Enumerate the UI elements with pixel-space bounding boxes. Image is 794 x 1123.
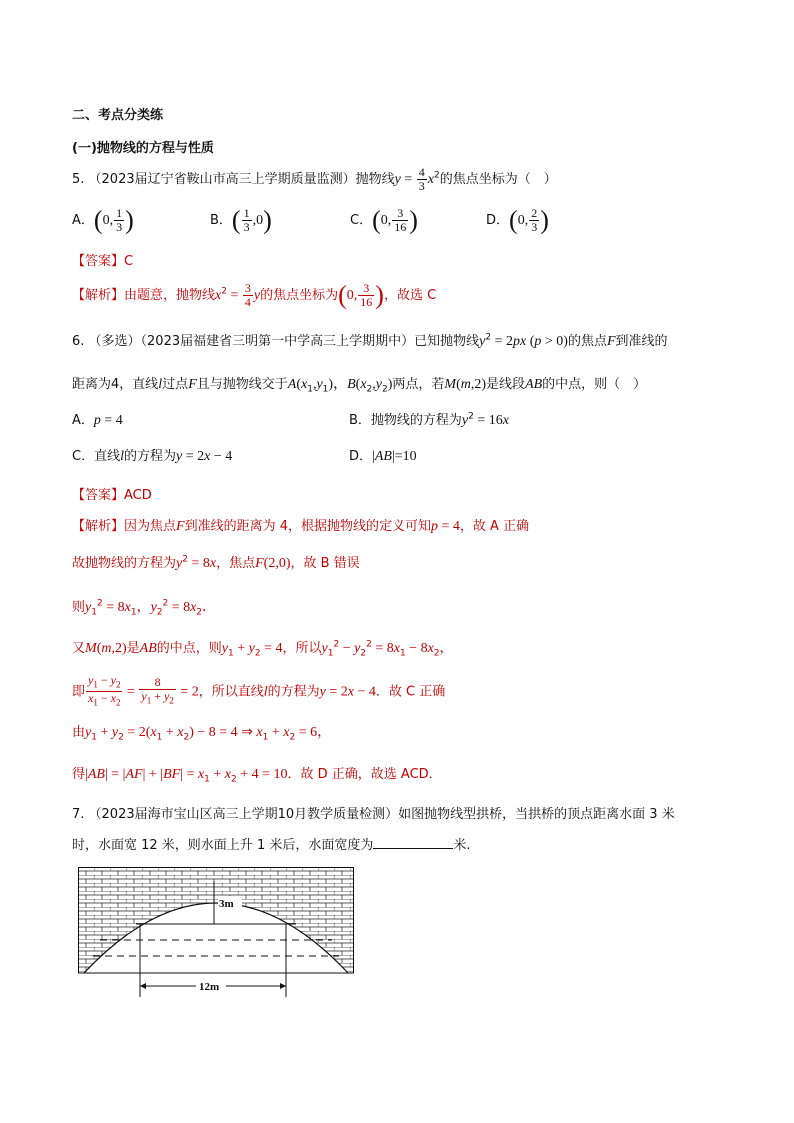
section-title: 二、考点分类练	[72, 108, 164, 123]
q6-option-a[interactable]: A．p = 4	[72, 413, 123, 428]
q6-analysis-step3: 则$y_1^2 = 8x_1$，$y_2^2 = 8x_2$．	[72, 598, 217, 618]
q5-analysis: 【解析】由题意，抛物线$x^2$ = $\frac{3}{4}$ y的焦点坐标为(0, $\frac{3}{16}$ )，故选 C	[72, 280, 437, 310]
q6-answer: 【答案】ACD	[72, 488, 152, 503]
q6-option-d[interactable]: D．|AB|=10	[349, 449, 417, 464]
q5-option-b[interactable]: B．( $\frac{1}{3}$ ,0)	[210, 205, 272, 235]
q6-analysis-step2: 故抛物线的方程为$y^2 = 8x$，焦点F(2,0)，故 B 错误	[72, 554, 360, 571]
q6-option-c[interactable]: C．直线l的方程为y = 2x − 4	[72, 449, 233, 464]
q7-stem-line1: 7. （2023届海市宝山区高三上学期10月教学质量检测）如图抛物线型拱桥，当拱桥的顶点距离水面 3 米	[72, 807, 675, 822]
q5-answer: 【答案】C	[72, 254, 134, 269]
q6-analysis-step5: 即 $\frac{y_1 - y_2}{x_1 - x_2}$ = $\frac{8}{y_1 + y_2}$ = 2，所以直线l的方程为y = 2x − 4．故 C 正确	[72, 673, 446, 708]
q6-stem-line1: 6. （多选）（2023届福建省三明第一中学高三上学期期中）已知抛物线$y^2 = 2px$ (p > 0)的焦点F到准线的	[72, 332, 668, 349]
q5-option-a[interactable]: A．(0, $\frac{1}{3}$ )	[72, 205, 134, 235]
height-label: 3m	[219, 898, 234, 910]
q5-option-d[interactable]: D．(0, $\frac{2}{3}$ )	[486, 205, 549, 235]
subsection-title: (一)抛物线的方程与性质	[72, 141, 214, 156]
q7-stem-line2: 时，水面宽 12 米，则水面上升 1 米后，水面宽度为 米.	[72, 838, 471, 853]
arch-bridge-figure	[78, 867, 354, 999]
q6-analysis-step4: 又M(m,2)是AB的中点，则$y_1 + y_2 = 4$，所以$y_1^2 - y_2^2 = 8x_1 - 8x_2$，	[72, 639, 454, 659]
bridge-wall	[78, 867, 354, 973]
q5-option-c[interactable]: C．(0, $\frac{3}{16}$ )	[350, 205, 418, 235]
q6-analysis-step6: 由$y_1 + y_2 = 2(x_1 + x_2) - 8 = 4$ ⇒ $x_1 + x_2 = 6$，	[72, 725, 332, 743]
q5-stem: 5. （2023届辽宁省鞍山市高三上学期质量监测）抛物线y = $\frac{4}{3}$ $x^2$的焦点坐标为（ ）	[72, 165, 557, 193]
q6-analysis-step7: 得$|AB| = |AF| + |BF| = x_1 + x_2 + 4 = 10$．故 D 正确，故选 ACD．	[72, 767, 442, 785]
answer-blank[interactable]	[373, 836, 453, 849]
q6-analysis-step1: 【解析】因为焦点F到准线的距离为 4，根据抛物线的定义可知p = 4，故 A 正确	[72, 519, 530, 534]
width-label: 12m	[199, 981, 220, 993]
q6-option-b[interactable]: B．抛物线的方程为$y^2 = 16x$	[349, 411, 509, 428]
q6-stem-line2: 距离为4，直线l过点F且与抛物线交于$A(x_1,y_1)$，$B(x_2,y_2)$两点，若M(m,2)是线段AB的中点，则（ ）	[72, 377, 647, 395]
